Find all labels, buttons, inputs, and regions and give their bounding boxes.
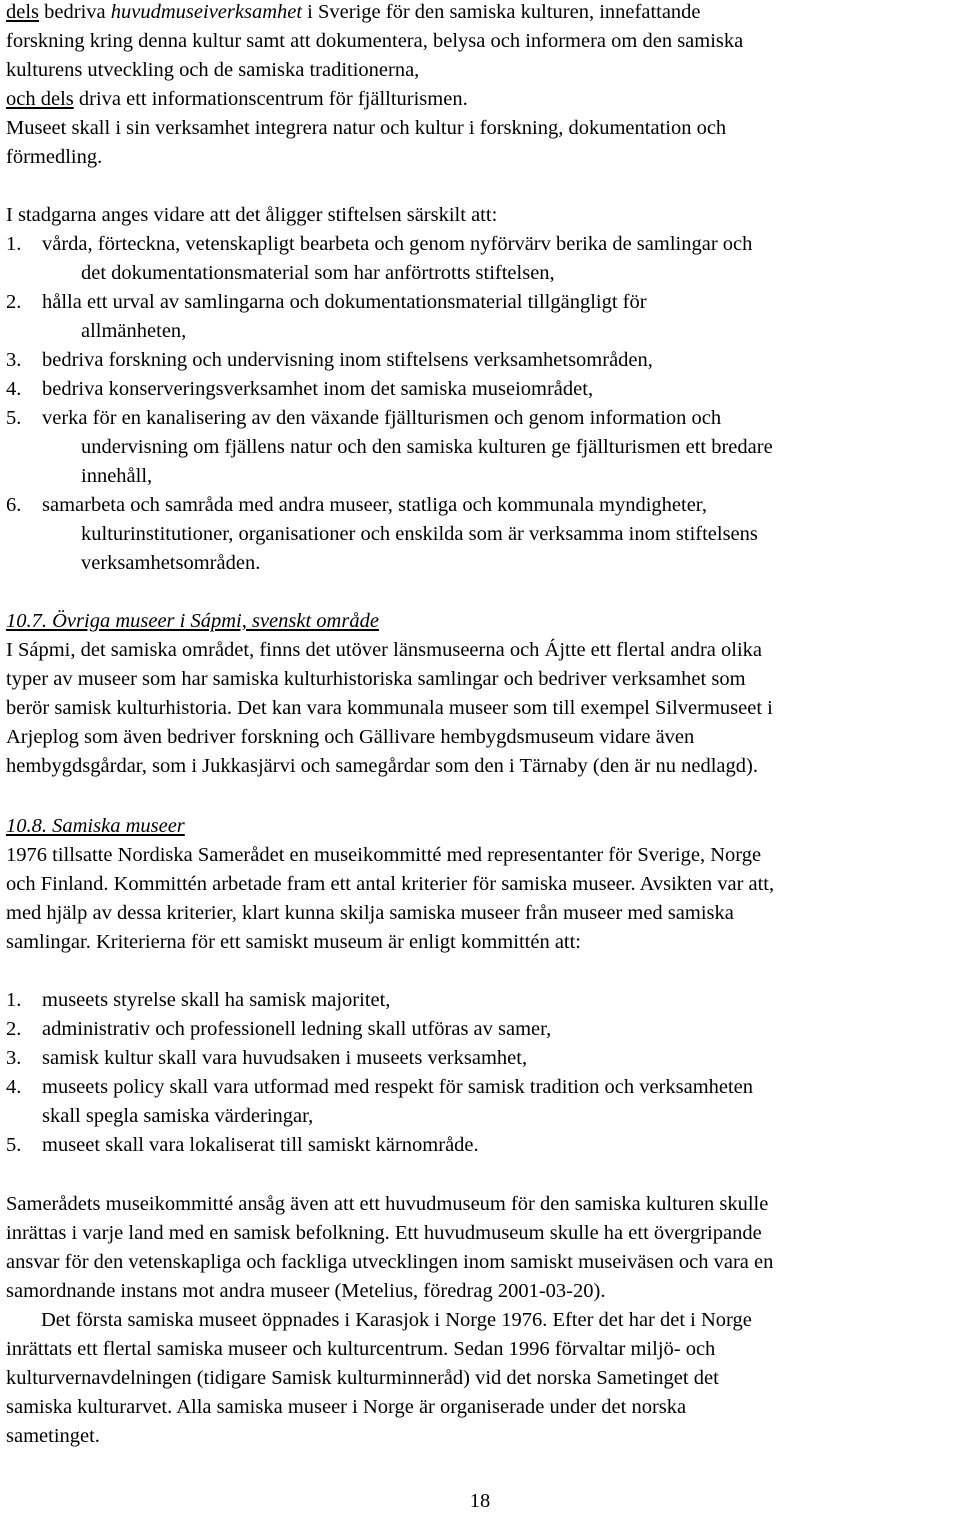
paragraph-line: kulturvernavdelningen (tidigare Samisk kulturminneråd) vid det norska Sametinget det	[6, 1367, 719, 1389]
paragraph-line: I Sápmi, det samiska området, finns det utöver länsmuseerna och Ájtte ett flertal andra olika	[6, 639, 762, 661]
paragraph-line: 1976 tillsatte Nordiska Samerådet en museikommitté med representanter för Sverige, Norge	[6, 844, 762, 866]
stadgar-lead: I stadgarna anges vidare att det åligger stiftelsen särskilt att:	[6, 204, 498, 226]
paragraph-line: inrättats ett flertal samiska museer och kulturcentrum. Sedan 1996 förvaltar miljö- och	[6, 1338, 716, 1360]
paragraph-line: samordnande instans mot andra museer (Metelius, föredrag 2001-03-20).	[6, 1280, 606, 1302]
intro-line: förmedling.	[6, 146, 103, 168]
list-item-cont: det dokumentationsmaterial som har anförtrotts stiftelsen,	[81, 262, 555, 284]
criteria-item: 5. museet skall vara lokaliserat till samiskt kärnområde.	[6, 1134, 479, 1156]
paragraph-line: ansvar för den vetenskapliga och fackliga utvecklingen inom samiskt museiväsen och vara en	[6, 1251, 774, 1273]
intro-line: dels bedriva huvudmuseiverksamhet i Sverige för den samiska kulturen, innefattande	[6, 1, 701, 23]
list-item-cont: verksamhetsområden.	[81, 552, 261, 574]
intro-line: Museet skall i sin verksamhet integrera natur och kultur i forskning, dokumentation och	[6, 117, 727, 139]
list-item: 1. vårda, förteckna, vetenskapligt bearbeta och genom nyförvärv berika de samlingar och	[6, 233, 753, 255]
paragraph-line: inrättas i varje land med en samisk befolkning. Ett huvudmuseum skulle ha ett övergripande	[6, 1222, 762, 1244]
list-item: 5. verka för en kanalisering av den växande fjällturismen och genom information och	[6, 407, 722, 429]
criteria-item: 3. samisk kultur skall vara huvudsaken i museets verksamhet,	[6, 1047, 528, 1069]
list-item: 2. hålla ett urval av samlingarna och dokumentationsmaterial tillgängligt för	[6, 291, 647, 313]
intro-line: kulturens utveckling och de samiska traditionerna,	[6, 59, 420, 81]
section-heading-10-7: 10.7. Övriga museer i Sápmi, svenskt område	[6, 610, 379, 632]
list-item-cont: undervisning om fjällens natur och den samiska kulturen ge fjällturismen ett bredare	[81, 436, 773, 458]
paragraph-line: samiska kulturarvet. Alla samiska museer i Norge är organiserade under det norska	[6, 1396, 687, 1418]
criteria-item: 1. museets styrelse skall ha samisk majoritet,	[6, 989, 391, 1011]
paragraph-line: typer av museer som har samiska kulturhistoriska samlingar och bedriver verksamhet som	[6, 668, 746, 690]
paragraph-line: sametinget.	[6, 1425, 100, 1447]
list-item: 6. samarbeta och samråda med andra museer, statliga och kommunala myndigheter,	[6, 494, 707, 516]
list-item-cont: kulturinstitutioner, organisationer och enskilda som är verksamma inom stiftelsens	[81, 523, 758, 545]
list-item: 4. bedriva konserveringsverksamhet inom det samiska museiområdet,	[6, 378, 594, 400]
intro-line: och dels driva ett informationscentrum för fjällturismen.	[6, 88, 468, 110]
list-item: 3. bedriva forskning och undervisning inom stiftelsens verksamhetsområden,	[6, 349, 653, 371]
paragraph-line: Samerådets museikommitté ansåg även att ett huvudmuseum för den samiska kulturen skulle	[6, 1193, 769, 1215]
criteria-item: 4. museets policy skall vara utformad med respekt för samisk tradition och verksamheten	[6, 1076, 754, 1098]
list-item-cont: allmänheten,	[81, 320, 187, 342]
paragraph-line: hembygdsgårdar, som i Jukkasjärvi och samegårdar som den i Tärnaby (den är nu nedlagd).	[6, 755, 758, 777]
paragraph-line: Arjeplog som även bedriver forskning och Gällivare hembygdsmuseum vidare även	[6, 726, 695, 748]
page-number: 18	[469, 1490, 491, 1512]
paragraph-line: och Finland. Kommittén arbetade fram ett antal kriterier för samiska museer. Avsikten var att,	[6, 873, 775, 895]
criteria-item-cont: skall spegla samiska värderingar,	[42, 1105, 314, 1127]
section-heading-10-8: 10.8. Samiska museer	[6, 815, 185, 837]
paragraph-line: med hjälp av dessa kriterier, klart kunna skilja samiska museer från museer med samiska	[6, 902, 734, 924]
list-item-cont: innehåll,	[81, 465, 153, 487]
paragraph-line-indented: Det första samiska museet öppnades i Karasjok i Norge 1976. Efter det har det i Norge	[41, 1309, 752, 1331]
dels-underlined: dels	[6, 1, 40, 23]
och-dels-underlined: och dels	[6, 88, 74, 110]
paragraph-line: samlingar. Kriterierna för ett samiskt museum är enligt kommittén att:	[6, 931, 582, 953]
criteria-item: 2. administrativ och professionell ledning skall utföras av samer,	[6, 1018, 552, 1040]
intro-line: forskning kring denna kultur samt att dokumentera, belysa och informera om den samiska	[6, 30, 744, 52]
paragraph-line: berör samisk kulturhistoria. Det kan vara kommunala museer som till exempel Silvermuseet i	[6, 697, 773, 719]
